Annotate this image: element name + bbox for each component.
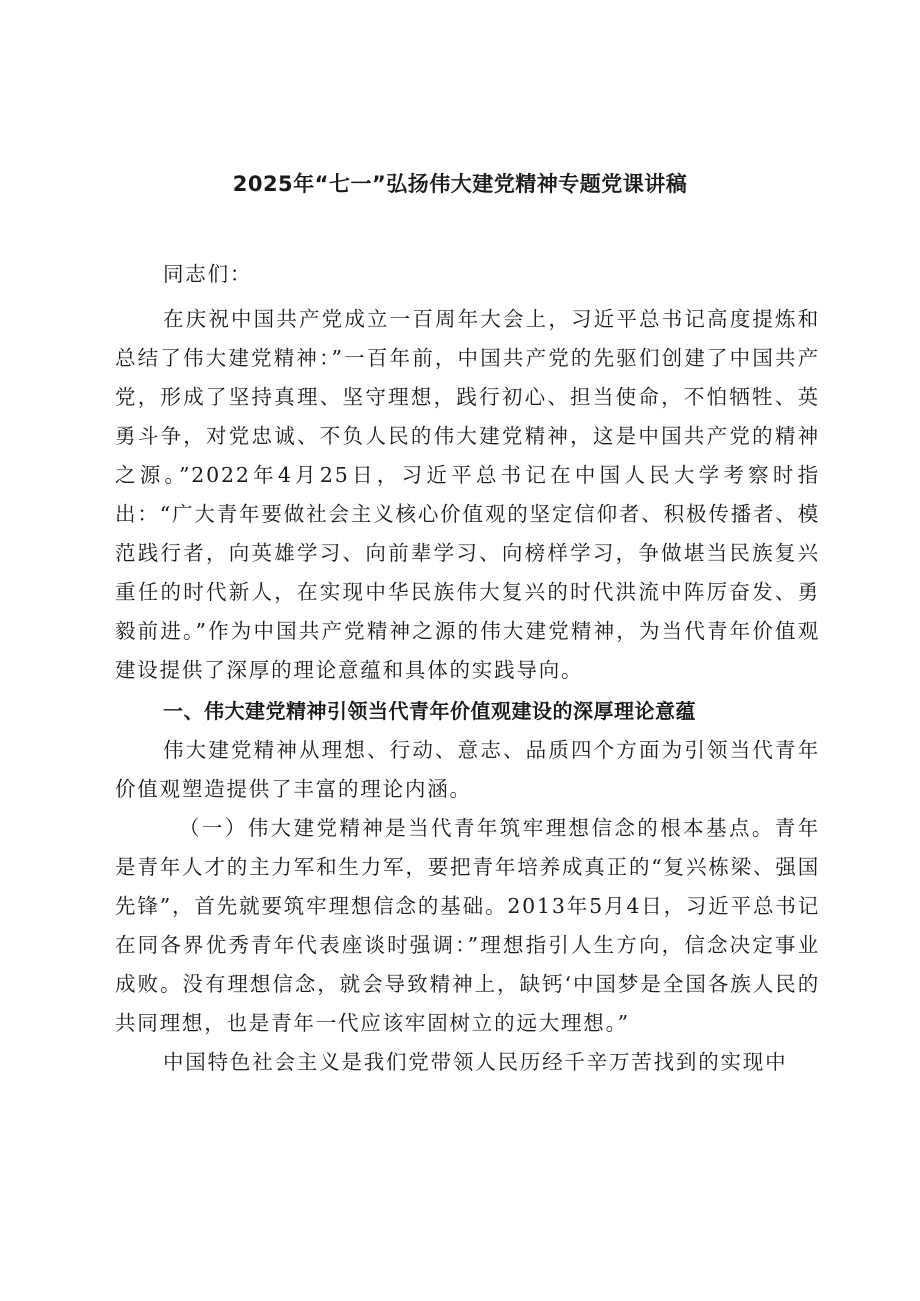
paragraph-continuation: 中国特色社会主义是我们党带领人民历经千辛万苦找到的实现中 (163, 1050, 788, 1074)
section-heading-1: 一、伟大建党精神引领当代青年价值观建设的深厚理论意蕴 (163, 699, 696, 723)
paragraph-section-intro: 伟大建党精神从理想、行动、意志、品质四个方面为引领当代青年价值观塑造提供了丰富的理论内涵。 (115, 738, 820, 801)
paragraph-intro: 在庆祝中国共产党成立一百周年大会上，习近平总书记高度提炼和总结了伟大建党精神：”一百年前，中国共产党的先驱们创建了中国共产党，形成了坚持真理、坚守理想，践行初心、担当使命，不怕牺牲、英勇斗争，对党忠诚、不负人民的伟大建党精神，这是中国共产党的精神之源。”2022年4月25日，习近平总书记在中国人民大学考察时指出：“广大青年要做社会主义核心价值观的坚定信仰者、积极传播者、模范践行者，向英雄学习、向前辈学习、向榜样学习，争做堪当民族复兴重任的时代新人，在实现中华民族伟大复兴的时代洪流中阵厉奋发、勇毅前进。”作为中国共产党精神之源的伟大建党精神，为当代青年价值观建设提供了深厚的理论意蕴和具体的实践导向。 (115, 307, 820, 682)
document-body (115, 255, 820, 1082)
document-title: 2025年“七一”弘扬伟大建党精神专题党课讲稿 (232, 172, 688, 196)
salutation: 同志们： (163, 262, 253, 286)
paragraph-subsection-1: （一）伟大建党精神是当代青年筑牢理想信念的根本基点。青年是青年人才的主力军和生力军，要把青年培养成真正的“复兴栋梁、强国先锋”，首先就要筑牢理想信念的基础。2013年5月4日，习近平总书记在同各界优秀青年代表座谈时强调：”理想指引人生方向，信念决定事业成败。没有理想信念，就会导致精神上，缺钙‘中国梦是全国各族人民的共同理想，也是青年一代应该牢固树立的远大理想。” (115, 816, 820, 1035)
